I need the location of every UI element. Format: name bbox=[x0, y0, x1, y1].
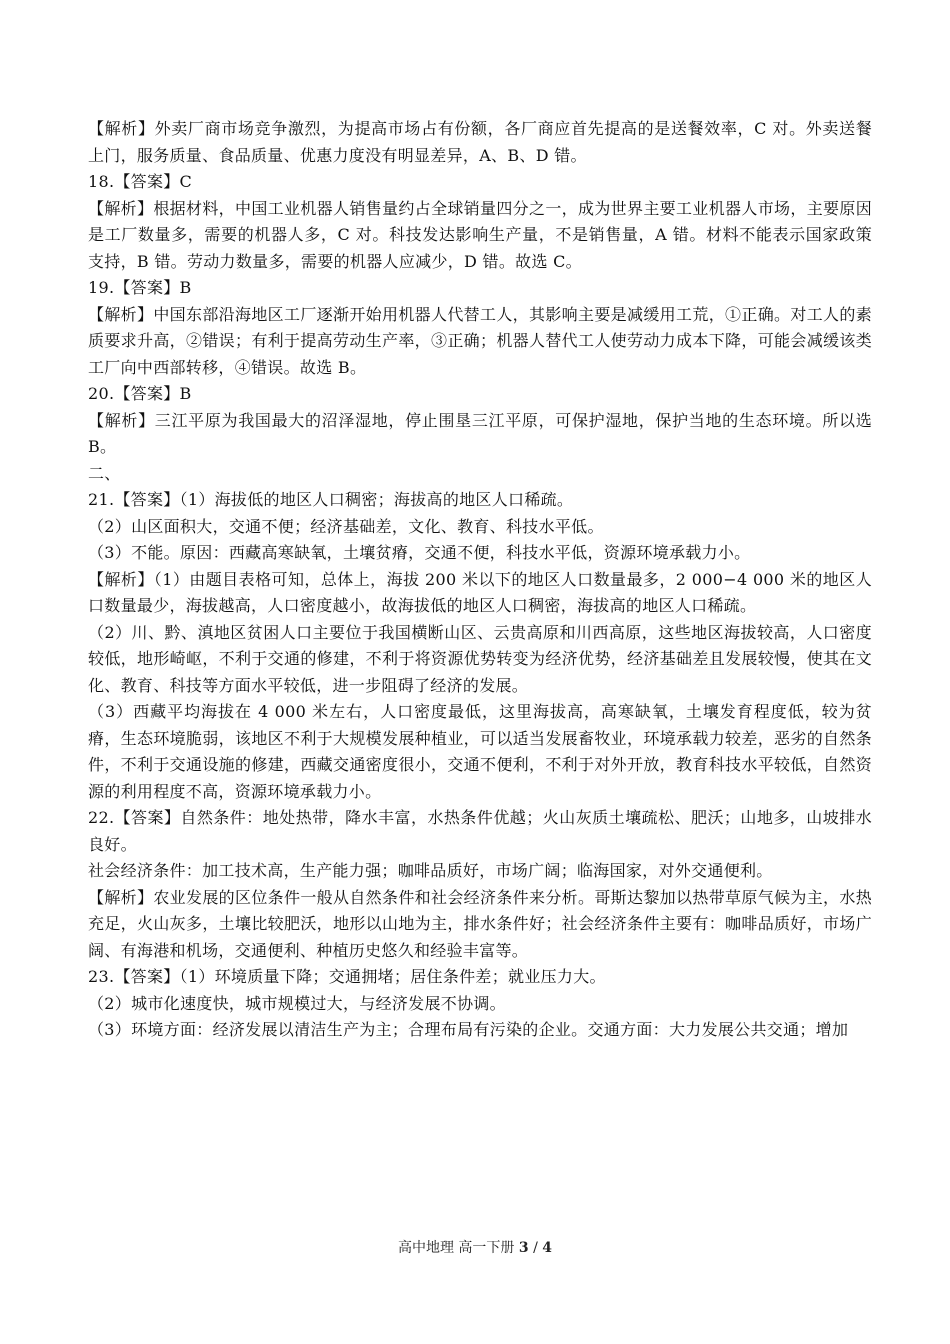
page-total: 4 bbox=[542, 1240, 553, 1256]
answer-18: 18.【答案】C bbox=[88, 172, 193, 191]
paragraph: 【解析】外卖厂商市场竞争激烈，为提高市场占有份额，各厂商应首先提高的是送餐效率，C 对。外卖送餐上门，服务质量、食品质量、优惠力度没有明显差异，A、B、D 错。 bbox=[88, 119, 872, 165]
answer-23: 23.【答案】（1）环境质量下降；交通拥堵；居住条件差；就业压力大。 bbox=[88, 967, 606, 986]
answer-20: 20.【答案】B bbox=[88, 384, 192, 403]
page-footer bbox=[0, 1239, 950, 1257]
paragraph: （2）山区面积大，交通不便；经济基础差，文化、教育、科技水平低。 bbox=[88, 516, 604, 536]
paragraph: 社会经济条件：加工技术高，生产能力强；咖啡品质好，市场广阔；临海国家，对外交通便利。 bbox=[88, 861, 773, 880]
paragraph: （3）西藏平均海拔在 4 000 米左右，人口密度最低，这里海拔高，高寒缺氧，土壤发育程度低，较为贫瘠，生态环境脆弱，该地区不利于大规模发展种植业，可以适当发展畜牧业，环境承载力较差，恶劣的自然条件，不利于交通设施的修建，西藏交通密度很小，交通不便利，不利于对外开放，教育科技水平较低，自然资源的利用程度不高，资源环境承载力小。 bbox=[88, 702, 872, 801]
answer-22: 22.【答案】自然条件：地处热带，降水丰富，水热条件优越；火山灰质土壤疏松、肥沃；山地多，山坡排水良好。 bbox=[88, 808, 872, 854]
paragraph: 【解析】（1）由题目表格可知，总体上，海拔 200 米以下的地区人口数量最多，2 000−4 000 米的地区人口数量最少，海拔越高，人口密度越小，故海拔低的地区人口稠密，海拔高的地区人口稀疏。 bbox=[88, 569, 872, 615]
answer-21: 21.【答案】（1）海拔低的地区人口稠密；海拔高的地区人口稀疏。 bbox=[88, 490, 574, 509]
page-number: 3 bbox=[518, 1240, 529, 1256]
paragraph: （3）不能。原因：西藏高寒缺氧，土壤贫瘠，交通不便，科技水平低，资源环境承载力小。 bbox=[88, 543, 751, 562]
document-body bbox=[88, 116, 872, 1044]
paragraph: 【解析】农业发展的区位条件一般从自然条件和社会经济条件来分析。哥斯达黎加以热带草原气候为主，水热充足，火山灰多，土壤比较肥沃，地形以山地为主，排水条件好；社会经济条件主要有：咖啡品质好，市场广阔、有海港和机场，交通便利、种植历史悠久和经验丰富等。 bbox=[88, 887, 872, 960]
footer-title: 高中地理 高一下册 bbox=[397, 1240, 519, 1256]
paragraph: （2）川、黔、滇地区贫困人口主要位于我国横断山区、云贵高原和川西高原，这些地区海拔较高，人口密度较低，地形崎岖，不利于交通的修建，不利于将资源优势转变为经济优势，经济基础差且发展较慢，使其在文化、教育、科技等方面水平较低，进一步阻碍了经济的发展。 bbox=[88, 622, 872, 695]
section-heading: 二、 bbox=[88, 463, 121, 483]
paragraph: 【解析】中国东部沿海地区工厂逐渐开始用机器人代替工人，其影响主要是减缓用工荒，①正确。对工人的素质要求升高，②错误；有利于提高劳动生产率，③正确；机器人替代工人使劳动力成本下降，可能会减缓该类工厂向中西部转移，④错误。故选 B。 bbox=[88, 304, 872, 377]
paragraph: （2）城市化速度快，城市规模过大，与经济发展不协调。 bbox=[88, 993, 506, 1013]
page-separator: / bbox=[528, 1240, 543, 1256]
paragraph: 【解析】三江平原为我国最大的沼泽湿地，停止围垦三江平原，可保护湿地，保护当地的生态环境。所以选 B。 bbox=[88, 410, 872, 456]
paragraph: （3）环境方面：经济发展以清洁生产为主；合理布局有污染的企业。交通方面：大力发展公共交通；增加 bbox=[88, 1020, 849, 1039]
answer-19: 19.【答案】B bbox=[88, 278, 192, 297]
paragraph: 【解析】根据材料，中国工业机器人销售量约占全球销量四分之一，成为世界主要工业机器人市场，主要原因是工厂数量多，需要的机器人多，C 对。科技发达影响生产量，不是销售量，A 错。材料不能表示国家政策支持，B 错。劳动力数量多，需要的机器人应减少，D 错。故选 C。 bbox=[88, 198, 872, 271]
